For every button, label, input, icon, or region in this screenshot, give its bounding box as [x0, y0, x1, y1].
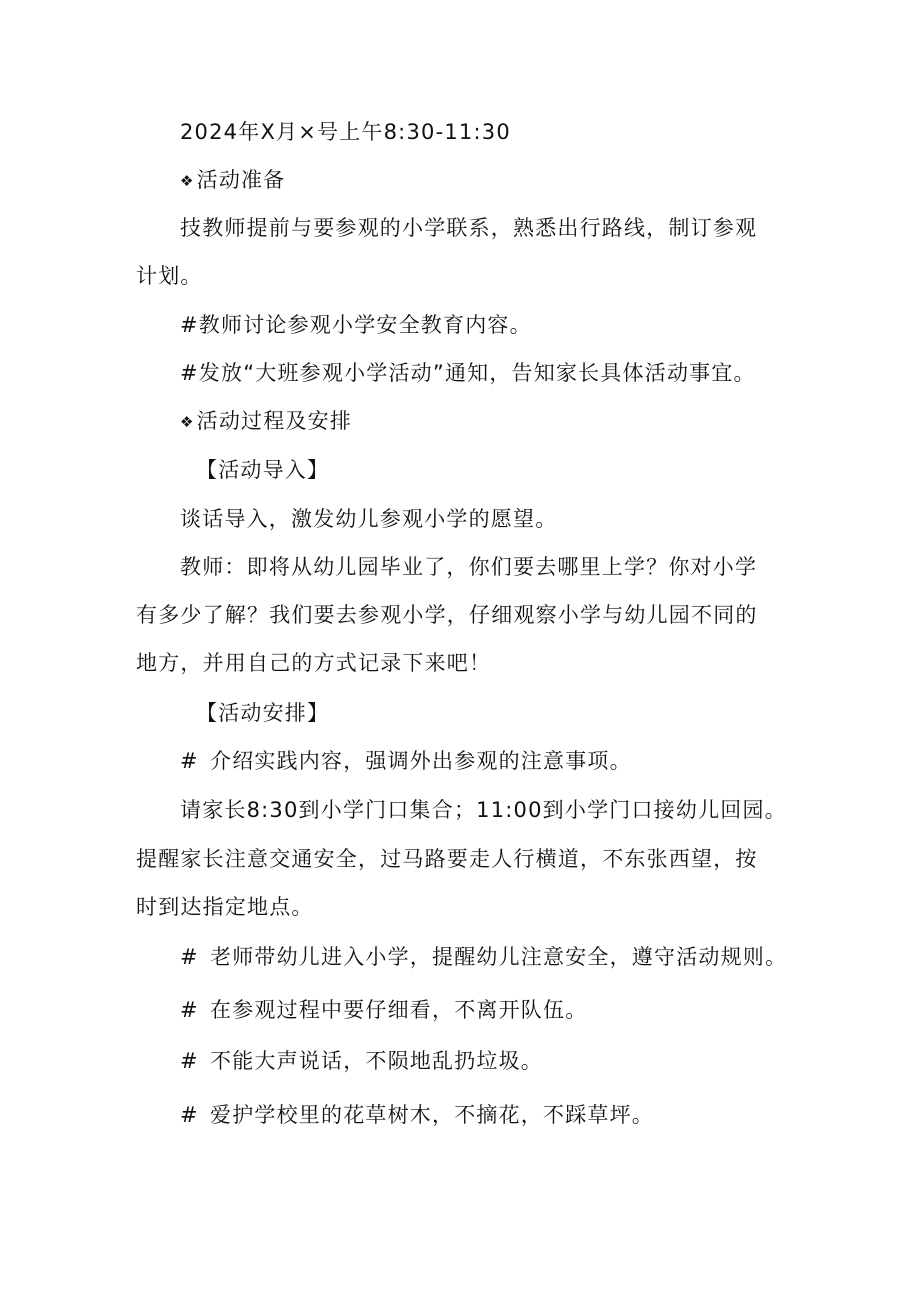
hash-marker: # [180, 1103, 199, 1127]
hash-marker: # [180, 998, 199, 1022]
list-item-text: 介绍实践内容，强调外出参观的注意事项。 [210, 749, 632, 773]
diamond-bullet-icon: ❖ [180, 413, 195, 431]
section-heading-preparation [180, 165, 840, 196]
list-item [180, 358, 840, 388]
list-item [180, 1100, 840, 1130]
paragraph-line: 时到达指定地点。 [136, 895, 314, 919]
paragraph-line: 地方，并用自己的方式记录下来吧！ [136, 651, 492, 675]
list-item [180, 995, 840, 1025]
paragraph-line: 提醒家长注意交通安全，过马路要走人行横道，不东张西望，按 [136, 847, 758, 871]
list-item-text: 教师讨论参观小学安全教育内容。 [198, 313, 532, 337]
paragraph-line: 请家长8:30到小学门口集合；11:00到小学门口接幼儿回园。 [180, 798, 787, 822]
hash-marker: # [180, 313, 199, 337]
section-title: 活动过程及安排 [196, 409, 353, 433]
date-line: 2024年X月×号上午8:30-11:30 [180, 120, 511, 144]
hash-marker: # [180, 1049, 199, 1073]
paragraph-line: 教师：即将从幼儿园毕业了，你们要去哪里上学？你对小学 [180, 555, 758, 579]
list-item-text: 爱护学校里的花草树木，不摘花，不踩草坪。 [210, 1103, 654, 1127]
list-item [180, 746, 840, 776]
list-item-text: 不能大声说话，不陨地乱扔垃圾。 [210, 1049, 543, 1073]
hash-marker: # [180, 749, 199, 773]
list-item [180, 942, 840, 972]
subheading-intro: 【活动导入】 [196, 458, 330, 482]
paragraph-line: 有多少了解？我们要去参观小学，仔细观察小学与幼儿园不同的 [136, 603, 758, 627]
hash-marker: # [180, 361, 199, 385]
paragraph-line: 计划。 [136, 264, 203, 288]
list-item-text: 老师带幼儿进入小学，提醒幼儿注意安全，遵守活动规则。 [210, 945, 788, 969]
list-item [180, 310, 840, 340]
section-title: 活动准备 [196, 168, 286, 192]
paragraph-line: 谈话导入，激发幼儿参观小学的愿望。 [180, 507, 558, 531]
list-item [180, 1046, 840, 1076]
paragraph-line: 技教师提前与要参观的小学联系，熟悉出行路线，制订参观 [180, 216, 758, 240]
subheading-arrangement: 【活动安排】 [196, 701, 330, 725]
list-item-text: 发放“大班参观小学活动”通知，告知家长具体活动事宜。 [198, 361, 756, 385]
section-heading-process [180, 406, 840, 437]
hash-marker: # [180, 945, 199, 969]
diamond-bullet-icon: ❖ [180, 172, 195, 190]
list-item-text: 在参观过程中要仔细看，不离开队伍。 [210, 998, 588, 1022]
